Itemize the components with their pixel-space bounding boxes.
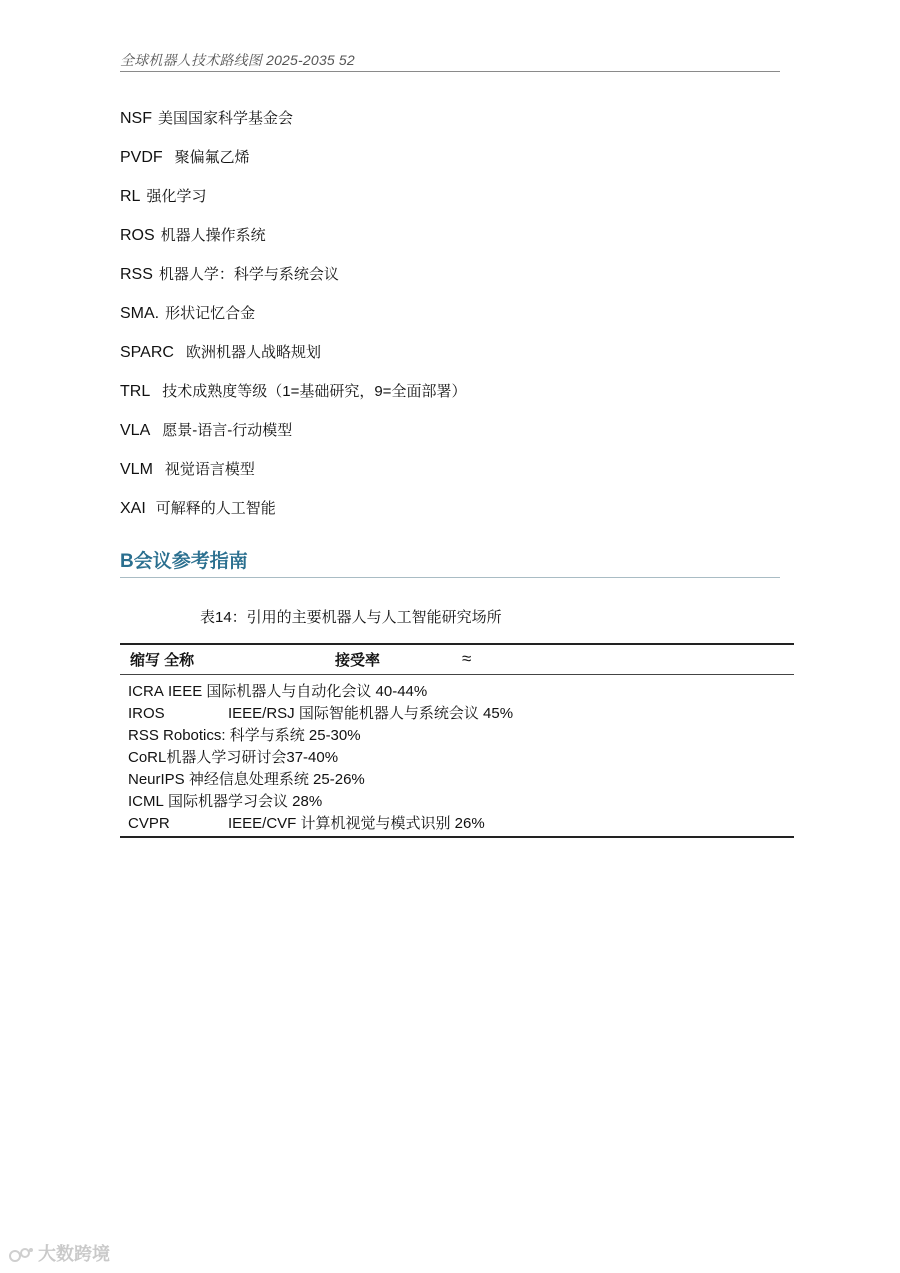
- table-row: [128, 703, 788, 725]
- abbreviation-text: 形状记忆合金: [165, 305, 256, 322]
- abbreviation-item: [120, 264, 780, 303]
- abbreviation-item: [120, 225, 780, 264]
- table-row: [128, 813, 788, 835]
- abbreviation-text: 愿景-语言-行动模型: [162, 422, 293, 439]
- watermark-logo-icon: [8, 1246, 34, 1264]
- cell-rest: IEEE/RSJ 国际智能机器人与系统会议 45%: [228, 705, 514, 722]
- abbreviation-text: 强化学习: [146, 188, 207, 205]
- header-approx: ≈: [462, 649, 472, 668]
- abbreviation-code: XAI: [120, 500, 146, 517]
- abbreviation-item: [120, 420, 780, 459]
- abbreviation-text: 欧洲机器人战略规划: [185, 344, 321, 361]
- table-row: [128, 791, 788, 813]
- table-bottom-rule: [120, 836, 794, 838]
- abbreviation-text: 机器人学：科学与系统会议: [158, 266, 339, 283]
- table-header: [120, 649, 794, 671]
- abbreviation-code: ROS: [120, 227, 155, 244]
- table-row: [128, 747, 788, 769]
- cell-abbr: CVPR: [128, 815, 170, 832]
- abbreviation-text: 可解释的人工智能: [155, 500, 276, 517]
- abbreviation-item: [120, 498, 780, 537]
- watermark-text: 大数跨境: [38, 1244, 110, 1264]
- cell-rest: IEEE 国际机器人与自动化会议 40-44%: [168, 683, 428, 700]
- abbreviation-text: 机器人操作系统: [160, 227, 266, 244]
- cell-abbr: ICML: [128, 793, 164, 810]
- table-row: [128, 725, 788, 747]
- table-caption: 表14：引用的主要机器人与人工智能研究场所: [200, 609, 502, 626]
- abbreviation-code: PVDF: [120, 149, 163, 166]
- watermark: [8, 1240, 110, 1266]
- cell-rest: 神经信息处理系统 25-26%: [188, 771, 365, 788]
- abbreviation-item: [120, 342, 780, 381]
- abbreviation-item: [120, 108, 780, 147]
- abbreviation-item: [120, 459, 780, 498]
- abbreviation-text: 技术成熟度等级（1=基础研究，9=全面部署）: [162, 383, 467, 400]
- cell-abbr: ICRA: [128, 683, 164, 700]
- abbreviation-item: [120, 147, 780, 186]
- cell-abbr: RSS: [128, 727, 159, 744]
- abbreviation-code: VLA: [120, 422, 151, 439]
- abbreviation-text: 美国国家科学基金会: [158, 110, 294, 127]
- abbreviation-code: TRL: [120, 383, 151, 400]
- cell-abbr: NeurIPS: [128, 771, 185, 788]
- cell-rest: 机器人学习研讨会37-40%: [166, 749, 339, 766]
- cell-rest: IEEE/CVF 计算机视觉与模式识别 26%: [228, 815, 485, 832]
- table-row: [128, 681, 788, 703]
- section-title: B会议参考指南: [120, 551, 248, 572]
- abbreviation-code: RL: [120, 188, 141, 205]
- abbreviation-code: VLM: [120, 461, 153, 478]
- cell-abbr: CoRL: [128, 749, 167, 766]
- abbreviation-code: SPARC: [120, 344, 174, 361]
- abbreviation-code: NSF: [120, 110, 152, 127]
- header-abbr-fullname: 缩写 全称: [130, 652, 195, 669]
- abbreviation-item: [120, 303, 780, 342]
- abbreviation-text: 视觉语言模型: [164, 461, 255, 478]
- table-row: [128, 769, 788, 791]
- cell-rest: 国际机器学习会议 28%: [168, 793, 323, 810]
- abbreviation-item: [120, 186, 780, 225]
- table-top-rule: [120, 643, 794, 645]
- abbreviation-code: SMA.: [120, 305, 160, 322]
- cell-abbr: IROS: [128, 705, 165, 722]
- abbreviation-item: [120, 381, 780, 420]
- abbreviation-list: [120, 108, 780, 537]
- cell-rest: Robotics: 科学与系统 25-30%: [163, 727, 361, 744]
- section-rule: [120, 577, 780, 578]
- running-header: 全球机器人技术路线图 2025-2035 52: [120, 52, 355, 68]
- table-body: [128, 681, 788, 835]
- header-rule: [120, 71, 780, 72]
- abbreviation-code: RSS: [120, 266, 153, 283]
- table-header-rule: [120, 674, 794, 675]
- header-acceptance: 接受率: [335, 652, 381, 669]
- abbreviation-text: 聚偏氟乙烯: [174, 149, 250, 166]
